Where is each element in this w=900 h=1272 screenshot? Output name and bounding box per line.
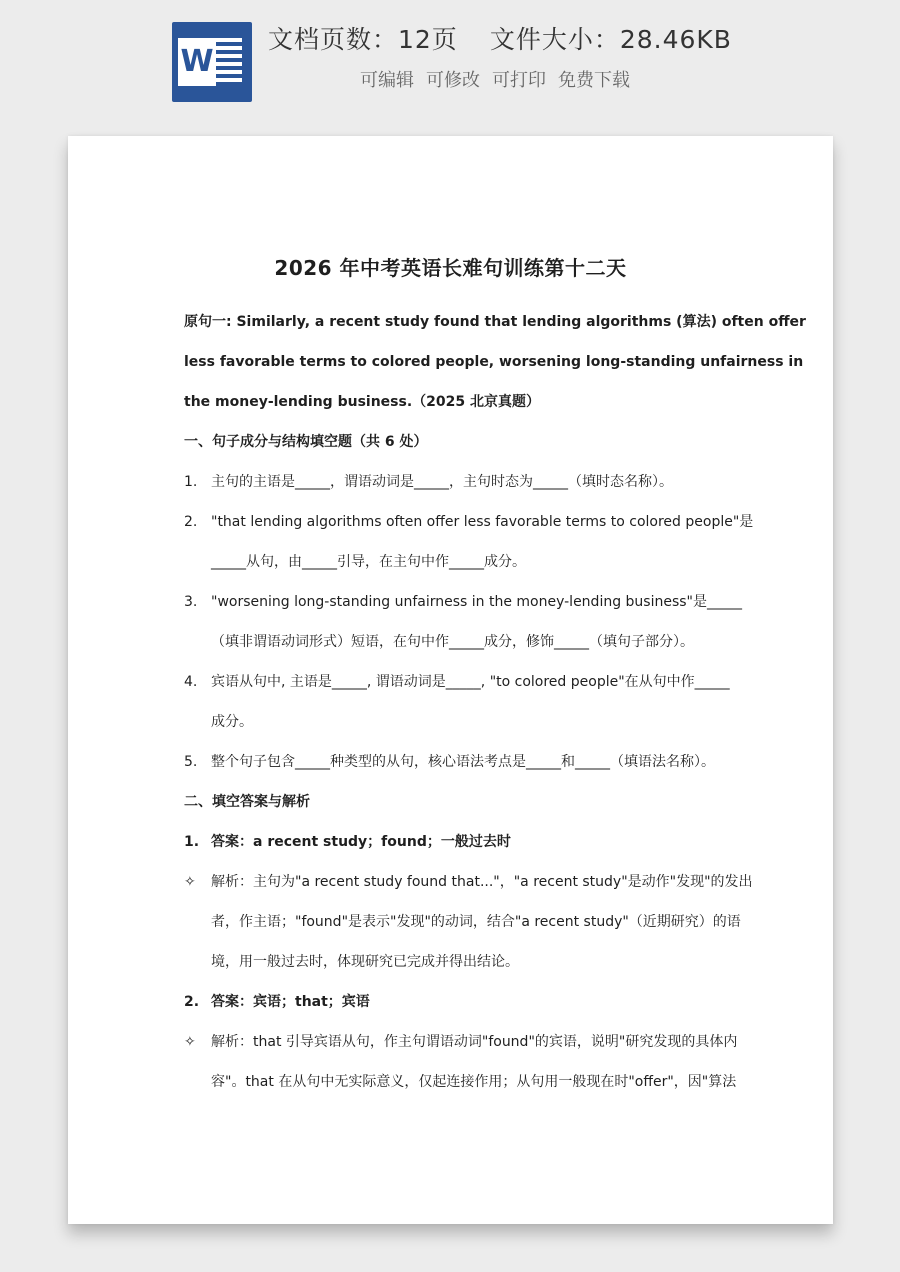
- list-item: 宾语从句中, 主语是_____, 谓语动词是_____, "to colored people"在从句中作_____: [211, 674, 730, 690]
- word-letter: W: [178, 38, 216, 86]
- list-item: 主句的主语是_____，谓语动词是_____，主句时态为_____（填时态名称）。: [211, 474, 673, 490]
- list-item: "worsening long-standing unfairness in the money-lending business"是_____: [211, 594, 742, 610]
- page-title: 2026 年中考英语长难句训练第十二天: [274, 256, 627, 280]
- document-lines-graphic: [212, 38, 242, 86]
- explanation-line: 者，作主语；"found"是表示"发现"的动词，结合"a recent study"（近期研究）的语: [211, 914, 741, 930]
- answer-number: 2.: [184, 994, 200, 1010]
- file-size: 文件大小：28.46KB: [489, 25, 732, 54]
- list-item: 整个句子包含_____种类型的从句，核心语法考点是_____和_____（填语法名称）。: [211, 754, 715, 770]
- section-heading: 一、句子成分与结构填空题（共 6 处）: [184, 434, 428, 450]
- list-number: 4.: [184, 674, 198, 690]
- explanation-line: 境，用一般过去时，体现研究已完成并得出结论。: [211, 954, 519, 970]
- list-item: "that lending algorithms often offer less favorable terms to colored people"是: [211, 514, 754, 530]
- list-item-continued: _____从句，由_____引导，在主句中作_____成分。: [211, 554, 526, 570]
- feature-printable: 可打印: [492, 70, 546, 91]
- feature-list: [360, 66, 642, 92]
- original-sentence-line: 原句一: Similarly, a recent study found that lending algorithms (算法) often offer: [184, 314, 806, 330]
- list-item-continued: （填非谓语动词形式）短语，在句中作_____成分，修饰_____（填句子部分）。: [211, 634, 694, 650]
- explanation-line: 容"。that 在从句中无实际意义，仅起连接作用；从句用一般现在时"offer"，因"算法: [211, 1074, 737, 1090]
- section-heading: 二、填空答案与解析: [184, 794, 310, 810]
- document-page: [68, 136, 833, 1224]
- answer-number: 1.: [184, 834, 200, 850]
- list-number: 1.: [184, 474, 198, 490]
- feature-free-download: 免费下载: [558, 70, 630, 91]
- original-sentence-line: less favorable terms to colored people, worsening long-standing unfairness in: [184, 354, 804, 370]
- feature-modifiable: 可修改: [426, 70, 480, 91]
- explanation-line: 解析：主句为"a recent study found that..."，"a recent study"是动作"发现"的发出: [211, 874, 753, 890]
- list-number: 5.: [184, 754, 198, 770]
- diamond-bullet-icon: ✧: [184, 1034, 196, 1050]
- document-info-header: [0, 0, 900, 120]
- original-sentence-line: the money-lending business.（2025 北京真题）: [184, 394, 540, 410]
- word-document-icon: [172, 22, 252, 102]
- page-count: 文档页数：12页: [268, 25, 458, 54]
- answer-line: 答案：a recent study；found；一般过去时: [211, 834, 511, 850]
- explanation-line: 解析：that 引导宾语从句，作主句谓语动词"found"的宾语，说明"研究发现的具体内: [211, 1034, 738, 1050]
- feature-editable: 可编辑: [360, 70, 414, 91]
- answer-line: 答案：宾语；that；宾语: [211, 994, 370, 1010]
- diamond-bullet-icon: ✧: [184, 874, 196, 890]
- list-number: 3.: [184, 594, 198, 610]
- file-meta: [268, 20, 732, 56]
- list-number: 2.: [184, 514, 198, 530]
- list-item-continued: 成分。: [211, 714, 253, 730]
